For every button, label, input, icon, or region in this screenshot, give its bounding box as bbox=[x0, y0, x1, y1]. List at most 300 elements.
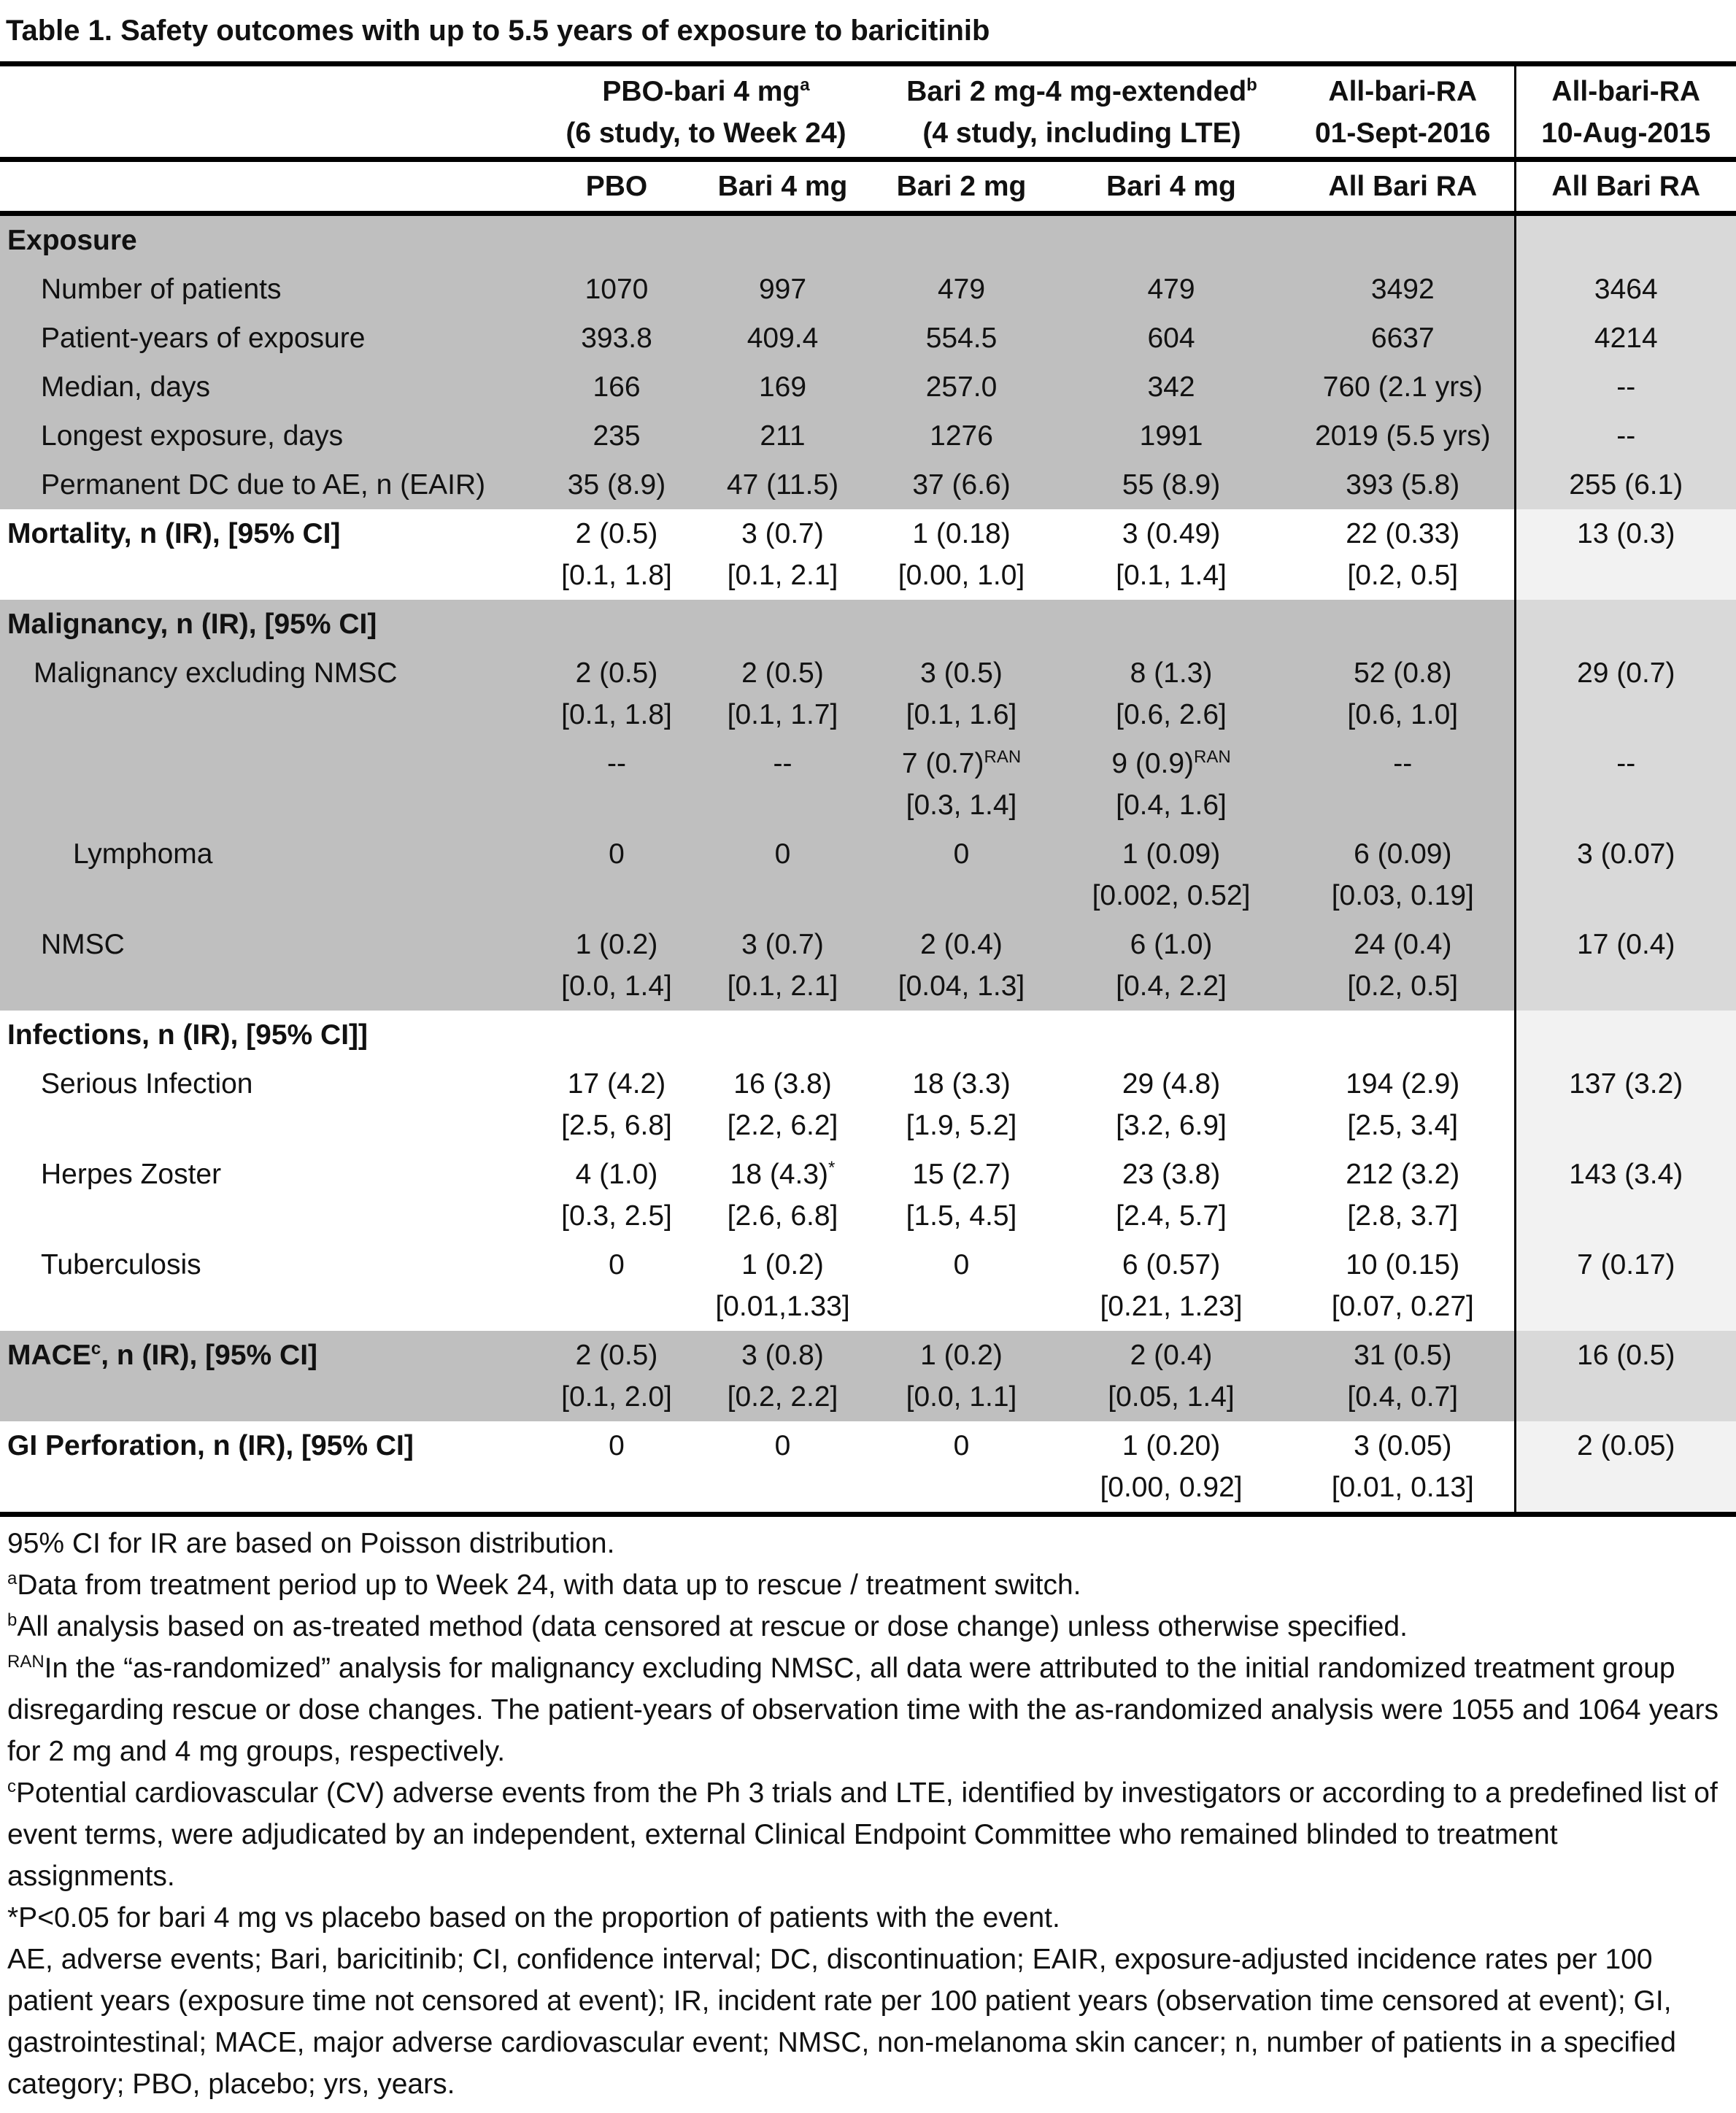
footnote-marker: c bbox=[7, 1777, 16, 1796]
section-header-row bbox=[0, 214, 1736, 266]
value-cell bbox=[872, 920, 1051, 1011]
value-cell bbox=[1051, 1059, 1292, 1150]
value: 17 (0.4) bbox=[1577, 929, 1675, 960]
footnote bbox=[7, 1897, 1730, 1939]
value: 3 (0.8) bbox=[741, 1340, 824, 1371]
value: 18 (3.3) bbox=[912, 1068, 1011, 1100]
value-cell bbox=[1051, 920, 1292, 1011]
table-row bbox=[0, 1150, 1736, 1240]
value: 235 bbox=[593, 420, 641, 452]
confidence-interval: [0.05, 1.4] bbox=[1108, 1381, 1235, 1413]
value: 2 (0.4) bbox=[1130, 1340, 1213, 1371]
row-label: Permanent DC due to AE, n (EAIR) bbox=[0, 460, 540, 509]
value-cell bbox=[540, 412, 693, 460]
value-cell bbox=[693, 739, 872, 830]
value-cell bbox=[1515, 363, 1736, 412]
value-cell bbox=[693, 920, 872, 1011]
confidence-interval: [0.1, 1.6] bbox=[906, 699, 1017, 730]
confidence-interval: [0.04, 1.3] bbox=[898, 970, 1025, 1002]
value: 4 (1.0) bbox=[575, 1159, 658, 1190]
column-header: All Bari RA bbox=[1328, 171, 1478, 202]
row-label bbox=[0, 739, 540, 830]
confidence-interval: [0.2, 2.2] bbox=[727, 1381, 838, 1413]
empty-cell bbox=[693, 1011, 872, 1059]
value-cell bbox=[693, 265, 872, 314]
value: -- bbox=[1616, 420, 1636, 452]
column-header: Bari 4 mg bbox=[717, 171, 848, 202]
value: 0 bbox=[953, 1430, 970, 1461]
confidence-interval: [2.8, 3.7] bbox=[1347, 1200, 1459, 1232]
value: 2 (0.4) bbox=[920, 929, 1003, 960]
value: 31 (0.5) bbox=[1354, 1340, 1452, 1371]
row-label: Malignancy excluding NMSC bbox=[0, 649, 540, 739]
value-cell bbox=[540, 1150, 693, 1240]
confidence-interval: [3.2, 6.9] bbox=[1116, 1110, 1227, 1141]
value-cell bbox=[1292, 412, 1515, 460]
empty-cell bbox=[1051, 214, 1292, 266]
value-cell bbox=[540, 1240, 693, 1331]
value: 760 (2.1 yrs) bbox=[1322, 371, 1483, 403]
group-header-all-bari-2015: All-bari-RA 10-Aug-2015 bbox=[1515, 64, 1736, 160]
confidence-interval: [0.1, 1.7] bbox=[727, 699, 838, 730]
value: 342 bbox=[1147, 371, 1195, 403]
confidence-interval: [2.5, 3.4] bbox=[1347, 1110, 1459, 1141]
value-cell bbox=[872, 1240, 1051, 1331]
value-superscript: RAN bbox=[1194, 747, 1231, 767]
table-row bbox=[0, 265, 1736, 314]
empty-cell bbox=[1515, 600, 1736, 649]
row-label: Serious Infection bbox=[41, 1068, 253, 1100]
value: 1 (0.20) bbox=[1122, 1430, 1221, 1461]
column-header: Bari 4 mg bbox=[1106, 171, 1236, 202]
value-cell bbox=[540, 649, 693, 739]
value: 997 bbox=[758, 274, 807, 305]
empty-cell bbox=[1051, 1011, 1292, 1059]
value: 6 (0.09) bbox=[1354, 838, 1452, 870]
value-cell bbox=[872, 509, 1051, 600]
value-cell bbox=[1051, 265, 1292, 314]
empty-header-cell bbox=[0, 160, 540, 214]
confidence-interval: [0.4, 2.2] bbox=[1116, 970, 1227, 1002]
value: 479 bbox=[1147, 274, 1195, 305]
value: 2 (0.5) bbox=[575, 1340, 658, 1371]
value-cell bbox=[1292, 314, 1515, 363]
value: 16 (3.8) bbox=[733, 1068, 832, 1100]
value-cell bbox=[693, 1150, 872, 1240]
empty-cell bbox=[693, 600, 872, 649]
value-cell bbox=[1515, 920, 1736, 1011]
value-cell bbox=[1515, 1150, 1736, 1240]
value: 47 (11.5) bbox=[726, 469, 839, 501]
value: 393.8 bbox=[581, 322, 652, 354]
table-row bbox=[0, 920, 1736, 1011]
value: 257.0 bbox=[925, 371, 998, 403]
value-cell bbox=[872, 1421, 1051, 1515]
value: 0 bbox=[609, 1249, 625, 1280]
value: 1 (0.18) bbox=[912, 518, 1011, 549]
value: 7 (0.17) bbox=[1577, 1249, 1675, 1280]
row-label: Patient-years of exposure bbox=[0, 314, 540, 363]
value: -- bbox=[773, 748, 792, 779]
confidence-interval: [0.1, 2.1] bbox=[727, 560, 838, 591]
footnote bbox=[7, 1523, 1730, 1564]
confidence-interval: [0.1, 1.8] bbox=[561, 560, 672, 591]
value-cell bbox=[1292, 649, 1515, 739]
value: 3 (0.49) bbox=[1122, 518, 1221, 549]
value-cell bbox=[1051, 460, 1292, 509]
value: 52 (0.8) bbox=[1354, 657, 1452, 689]
value-cell bbox=[540, 830, 693, 920]
value-cell bbox=[540, 363, 693, 412]
value-cell bbox=[1292, 739, 1515, 830]
value-cell bbox=[1515, 265, 1736, 314]
section-title-text: Infections, n (IR), [95% CI]] bbox=[7, 1019, 369, 1051]
value: 23 (3.8) bbox=[1122, 1159, 1221, 1190]
confidence-interval: [0.2, 0.5] bbox=[1347, 970, 1459, 1002]
table-title: Table 1. Safety outcomes with up to 5.5 years of exposure to baricitinib bbox=[6, 15, 990, 47]
empty-cell bbox=[872, 214, 1051, 266]
group-header-all-bari-2016: All-bari-RA 01-Sept-2016 bbox=[1314, 76, 1491, 149]
value: 211 bbox=[760, 420, 806, 452]
confidence-interval: [0.07, 0.27] bbox=[1331, 1291, 1474, 1322]
value: 29 (4.8) bbox=[1122, 1068, 1221, 1100]
value: 1 (0.2) bbox=[920, 1340, 1003, 1371]
value: 3 (0.7) bbox=[741, 518, 824, 549]
confidence-interval: [0.1, 2.1] bbox=[727, 970, 838, 1002]
footnotes bbox=[0, 1517, 1736, 2105]
confidence-interval: [0.21, 1.23] bbox=[1100, 1291, 1243, 1322]
value-cell bbox=[872, 314, 1051, 363]
value-cell bbox=[693, 412, 872, 460]
value: 29 (0.7) bbox=[1577, 657, 1675, 689]
footnote bbox=[7, 1606, 1730, 1647]
value: 212 (3.2) bbox=[1346, 1159, 1460, 1190]
footnote-text: AE, adverse events; Bari, baricitinib; CI, confidence interval; DC, discontinuation; EAIR, exposure-adjusted incidence rates per 100 patient years (exposure time not censored at event); IR, incident rate per 100 patient years (observation time censored at event); GI, gastrointestinal; MACE, major adverse cardiovascular event; NMSC, non-melanoma skin cancer; n, number of patients in a specified category; PBO, placebo; yrs, years. bbox=[7, 1944, 1676, 2100]
value: 1 (0.2) bbox=[575, 929, 658, 960]
value: 1070 bbox=[585, 274, 649, 305]
table-row bbox=[0, 739, 1736, 830]
empty-cell bbox=[872, 600, 1051, 649]
row-label: NMSC bbox=[0, 920, 540, 1011]
value-cell bbox=[1292, 460, 1515, 509]
value: 1 (0.2) bbox=[741, 1249, 824, 1280]
value-cell bbox=[872, 1150, 1051, 1240]
value-cell bbox=[693, 1240, 872, 1331]
confidence-interval: [0.2, 0.5] bbox=[1347, 560, 1459, 591]
value-cell bbox=[540, 314, 693, 363]
table-row bbox=[0, 1240, 1736, 1331]
table-row bbox=[0, 830, 1736, 920]
confidence-interval: [1.5, 4.5] bbox=[906, 1200, 1017, 1232]
confidence-interval: [2.6, 6.8] bbox=[727, 1200, 838, 1232]
table-row bbox=[0, 363, 1736, 412]
value: 2019 (5.5 yrs) bbox=[1314, 420, 1491, 452]
footnote-marker: b bbox=[7, 1610, 18, 1630]
value: 3 (0.05) bbox=[1354, 1430, 1452, 1461]
confidence-interval: [0.1, 1.4] bbox=[1116, 560, 1227, 591]
confidence-interval: [0.1, 1.8] bbox=[561, 699, 672, 730]
value-cell bbox=[1292, 1240, 1515, 1331]
footnote bbox=[7, 1939, 1730, 2105]
value-cell bbox=[872, 830, 1051, 920]
footnote bbox=[7, 1772, 1730, 1897]
value-cell bbox=[872, 460, 1051, 509]
value-cell bbox=[872, 412, 1051, 460]
confidence-interval: [0.6, 1.0] bbox=[1347, 699, 1459, 730]
empty-cell bbox=[540, 600, 693, 649]
confidence-interval: [0.00, 0.92] bbox=[1100, 1472, 1243, 1503]
confidence-interval: [0.01,1.33] bbox=[715, 1291, 850, 1322]
value-cell bbox=[1292, 509, 1515, 600]
footnote-text: In the “as-randomized” analysis for malignancy excluding NMSC, all data were attributed to the initial randomized treatment group disregarding rescue or dose changes. The patient-years of observation time with the as-randomized analysis were 1055 and 1064 years for 2 mg and 4 mg groups, respectively. bbox=[7, 1653, 1718, 1767]
value-cell bbox=[1051, 1150, 1292, 1240]
value: 0 bbox=[609, 1430, 625, 1461]
section-title-text: GI Perforation, n (IR), [95% CI] bbox=[7, 1430, 414, 1461]
footnote bbox=[7, 1564, 1730, 1606]
value: 0 bbox=[774, 1430, 791, 1461]
empty-cell bbox=[1292, 600, 1515, 649]
row-label: Longest exposure, days bbox=[0, 412, 540, 460]
group-header-row bbox=[0, 64, 1736, 160]
value-cell bbox=[1292, 830, 1515, 920]
value: 393 (5.8) bbox=[1346, 469, 1460, 501]
value-cell bbox=[1051, 363, 1292, 412]
section-title-superscript: c bbox=[90, 1339, 101, 1359]
value-cell bbox=[872, 739, 1051, 830]
value: 35 (8.9) bbox=[567, 469, 666, 501]
value-cell bbox=[1292, 1059, 1515, 1150]
value-cell bbox=[1292, 1421, 1515, 1515]
value: 55 (8.9) bbox=[1122, 469, 1221, 501]
value-cell bbox=[540, 460, 693, 509]
value: 3 (0.5) bbox=[920, 657, 1003, 689]
value-cell bbox=[1515, 649, 1736, 739]
value: 1 (0.09) bbox=[1122, 838, 1221, 870]
group-header-pbo-bari: PBO-bari 4 $mg^a$ (6 study, to Week 24) bbox=[566, 75, 846, 149]
value-cell bbox=[1051, 314, 1292, 363]
value: 18 (4.3) bbox=[730, 1159, 829, 1190]
empty-cell bbox=[872, 1011, 1051, 1059]
empty-cell bbox=[540, 1011, 693, 1059]
section-title-text: Mortality, n (IR), [95% CI] bbox=[7, 518, 341, 549]
value-cell bbox=[1515, 1059, 1736, 1150]
value: 2 (0.5) bbox=[575, 657, 658, 689]
value-cell bbox=[1292, 1331, 1515, 1421]
value: 10 (0.15) bbox=[1346, 1249, 1460, 1280]
confidence-interval: [0.6, 2.6] bbox=[1116, 699, 1227, 730]
value: 6 (1.0) bbox=[1130, 929, 1213, 960]
value-cell bbox=[1292, 363, 1515, 412]
row-label: Herpes Zoster bbox=[41, 1159, 222, 1190]
value-cell bbox=[1292, 1150, 1515, 1240]
value: 9 (0.9) bbox=[1111, 748, 1195, 779]
value: 169 bbox=[758, 371, 807, 403]
section-header-row bbox=[0, 1421, 1736, 1515]
confidence-interval: [0.002, 0.52] bbox=[1092, 880, 1251, 911]
column-header-row bbox=[0, 160, 1736, 214]
value: 0 bbox=[609, 838, 625, 870]
confidence-interval: [0.4, 1.6] bbox=[1116, 789, 1227, 821]
value: 3492 bbox=[1370, 274, 1435, 305]
value: 0 bbox=[953, 838, 970, 870]
value-cell bbox=[540, 1331, 693, 1421]
value-cell bbox=[1051, 830, 1292, 920]
value-cell bbox=[1051, 739, 1292, 830]
value-cell bbox=[1051, 412, 1292, 460]
section-title bbox=[0, 1331, 540, 1421]
row-label: Lymphoma bbox=[0, 830, 540, 920]
value-cell bbox=[872, 1059, 1051, 1150]
value: 255 (6.1) bbox=[1569, 469, 1683, 501]
value: -- bbox=[1393, 748, 1413, 779]
section-title bbox=[0, 600, 540, 649]
table-row bbox=[0, 412, 1736, 460]
value-cell bbox=[1051, 1331, 1292, 1421]
value-cell bbox=[693, 649, 872, 739]
section-header-row bbox=[0, 509, 1736, 600]
value: 143 (3.4) bbox=[1569, 1159, 1683, 1190]
value: 2 (0.05) bbox=[1577, 1430, 1675, 1461]
value: 8 (1.3) bbox=[1130, 657, 1213, 689]
value-cell bbox=[1515, 1240, 1736, 1331]
value-cell bbox=[1051, 509, 1292, 600]
value: 3 (0.7) bbox=[741, 929, 824, 960]
confidence-interval: [0.00, 1.0] bbox=[898, 560, 1025, 591]
empty-cell bbox=[1292, 214, 1515, 266]
table-row bbox=[0, 649, 1736, 739]
confidence-interval: [0.01, 0.13] bbox=[1331, 1472, 1474, 1503]
confidence-interval: [0.0, 1.4] bbox=[561, 970, 672, 1002]
value-superscript: * bbox=[828, 1158, 836, 1178]
confidence-interval: [0.0, 1.1] bbox=[906, 1381, 1017, 1413]
section-header-row bbox=[0, 600, 1736, 649]
footnote-text: *P<0.05 for bari 4 mg vs placebo based on the proportion of patients with the event. bbox=[7, 1902, 1060, 1934]
empty-header-cell bbox=[0, 64, 540, 160]
value-cell bbox=[1515, 830, 1736, 920]
value-cell bbox=[1515, 739, 1736, 830]
confidence-interval: [0.4, 0.7] bbox=[1347, 1381, 1459, 1413]
section-header-row bbox=[0, 1011, 1736, 1059]
value: 479 bbox=[937, 274, 986, 305]
value: 3464 bbox=[1594, 274, 1658, 305]
value-cell bbox=[1292, 920, 1515, 1011]
footnote-text: Data from treatment period up to Week 24, with data up to rescue / treatment switch. bbox=[17, 1569, 1081, 1601]
footnote-marker: RAN bbox=[7, 1652, 45, 1672]
value: 13 (0.3) bbox=[1577, 518, 1675, 549]
value: 554.5 bbox=[925, 322, 998, 354]
value: -- bbox=[1616, 371, 1636, 403]
value: 6 (0.57) bbox=[1122, 1249, 1221, 1280]
value: 24 (0.4) bbox=[1354, 929, 1452, 960]
value-cell bbox=[1515, 314, 1736, 363]
value-cell bbox=[540, 739, 693, 830]
empty-cell bbox=[1051, 600, 1292, 649]
empty-cell bbox=[1515, 1011, 1736, 1059]
section-title-text: Malignancy, n (IR), [95% CI] bbox=[7, 609, 377, 640]
value-cell bbox=[1051, 1240, 1292, 1331]
value-cell bbox=[1515, 1331, 1736, 1421]
value: 16 (0.5) bbox=[1577, 1340, 1675, 1371]
value: -- bbox=[607, 748, 626, 779]
footnote-text: Potential cardiovascular (CV) adverse events from the Ph 3 trials and LTE, identified by investigators or according to a predefined list of event terms, were adjudicated by an independent, external Clinical Endpoint Committee who remained blinded to treatment assignments. bbox=[7, 1777, 1718, 1892]
value-cell bbox=[1515, 509, 1736, 600]
value-cell bbox=[1051, 1421, 1292, 1515]
empty-cell bbox=[1515, 214, 1736, 266]
table-row bbox=[0, 460, 1736, 509]
section-title-text: Exposure bbox=[7, 225, 137, 256]
value: 2 (0.5) bbox=[575, 518, 658, 549]
value: 409.4 bbox=[747, 322, 819, 354]
section-title bbox=[0, 1421, 540, 1515]
footnote-text: 95% CI for IR are based on Poisson distribution. bbox=[7, 1528, 615, 1559]
confidence-interval: [2.5, 6.8] bbox=[561, 1110, 672, 1141]
section-title bbox=[0, 214, 540, 266]
confidence-interval: [0.3, 1.4] bbox=[906, 789, 1017, 821]
value: 6637 bbox=[1370, 322, 1435, 354]
group-header-bari-extended: Bari 2 mg-4 mg-extended$^b$ (4 study, including LTE) bbox=[906, 75, 1257, 149]
value: 22 (0.33) bbox=[1346, 518, 1460, 549]
value: 137 (3.2) bbox=[1569, 1068, 1683, 1100]
value: 17 (4.2) bbox=[567, 1068, 666, 1100]
empty-cell bbox=[540, 214, 693, 266]
value-cell bbox=[540, 265, 693, 314]
table-row bbox=[0, 314, 1736, 363]
value: 2 (0.5) bbox=[741, 657, 824, 689]
value: -- bbox=[1616, 748, 1636, 779]
value-cell bbox=[540, 509, 693, 600]
value: 4214 bbox=[1594, 322, 1658, 354]
section-header-row bbox=[0, 1331, 1736, 1421]
section-title bbox=[0, 1011, 540, 1059]
value-cell bbox=[1515, 1421, 1736, 1515]
table-row bbox=[0, 1059, 1736, 1150]
empty-cell bbox=[1292, 1011, 1515, 1059]
section-title-text: MACE bbox=[7, 1340, 91, 1371]
value: 0 bbox=[953, 1249, 970, 1280]
value-cell bbox=[693, 830, 872, 920]
value: 0 bbox=[774, 838, 791, 870]
value-cell bbox=[872, 265, 1051, 314]
value-cell bbox=[1051, 649, 1292, 739]
value-cell bbox=[1292, 265, 1515, 314]
column-header: All Bari RA bbox=[1515, 160, 1736, 214]
value: 1991 bbox=[1139, 420, 1203, 452]
row-label: Number of patients bbox=[0, 265, 540, 314]
value: 194 (2.9) bbox=[1346, 1068, 1460, 1100]
footnote-text: All analysis based on as-treated method (data censored at rescue or dose change) unless otherwise specified. bbox=[17, 1611, 1408, 1642]
row-label: Median, days bbox=[0, 363, 540, 412]
value-cell bbox=[693, 460, 872, 509]
value-cell bbox=[872, 1331, 1051, 1421]
empty-cell bbox=[693, 214, 872, 266]
confidence-interval: [2.4, 5.7] bbox=[1116, 1200, 1227, 1232]
confidence-interval: [2.2, 6.2] bbox=[727, 1110, 838, 1141]
value: 37 (6.6) bbox=[912, 469, 1011, 501]
column-header: Bari 2 mg bbox=[896, 171, 1027, 202]
value-cell bbox=[693, 363, 872, 412]
value-cell bbox=[872, 363, 1051, 412]
value: 604 bbox=[1147, 322, 1195, 354]
value-cell bbox=[693, 509, 872, 600]
value-cell bbox=[540, 920, 693, 1011]
confidence-interval: [0.03, 0.19] bbox=[1331, 880, 1474, 911]
section-title bbox=[0, 509, 540, 600]
footnote-marker: a bbox=[7, 1569, 18, 1588]
value-cell bbox=[693, 314, 872, 363]
confidence-interval: [0.3, 2.5] bbox=[561, 1200, 672, 1232]
value: 1276 bbox=[930, 420, 993, 452]
value-superscript: RAN bbox=[984, 747, 1022, 767]
